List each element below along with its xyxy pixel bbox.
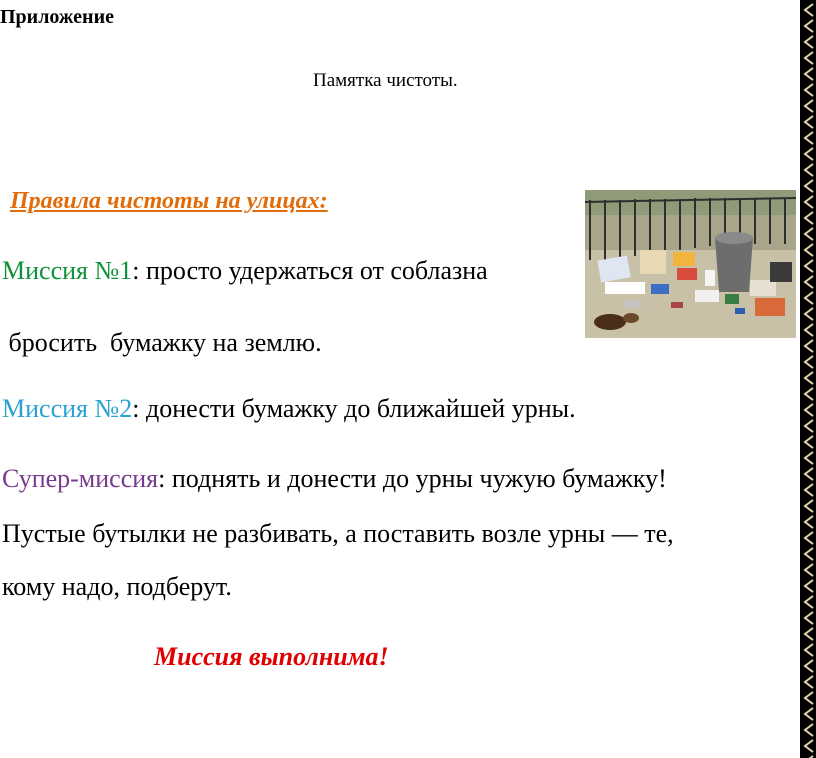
mission-1-line <box>2 256 488 286</box>
mission-1-continuation: бросить бумажку на землю. <box>2 328 322 357</box>
decorative-border <box>800 0 816 758</box>
mission-2-text: : донести бумажку до ближайшей урны. <box>132 394 576 423</box>
memo-title: Памятка чистоты. <box>313 70 458 91</box>
appendix-label: Приложение <box>0 6 114 28</box>
super-mission-label: Супер-миссия <box>2 464 159 493</box>
super-mission-line <box>2 464 667 494</box>
mission-1-label: Миссия №1 <box>2 256 133 285</box>
super-mission-text: : поднять и донести до урны чужую бумажку! <box>158 464 667 493</box>
mission-2-line <box>2 394 576 424</box>
rules-heading: Правила чистоты на улицах: <box>10 188 328 214</box>
bottles-line-1: Пустые бутылки не разбивать, а поставить возле урны — те, <box>2 519 674 548</box>
bottles-line-2: кому надо, подберут. <box>2 572 232 601</box>
mission-2-label: Миссия №2 <box>2 394 133 423</box>
motto: Миссия выполнима! <box>154 642 389 671</box>
litter-photo <box>585 190 796 338</box>
mission-1-text: : просто удержаться от соблазна <box>132 256 488 285</box>
